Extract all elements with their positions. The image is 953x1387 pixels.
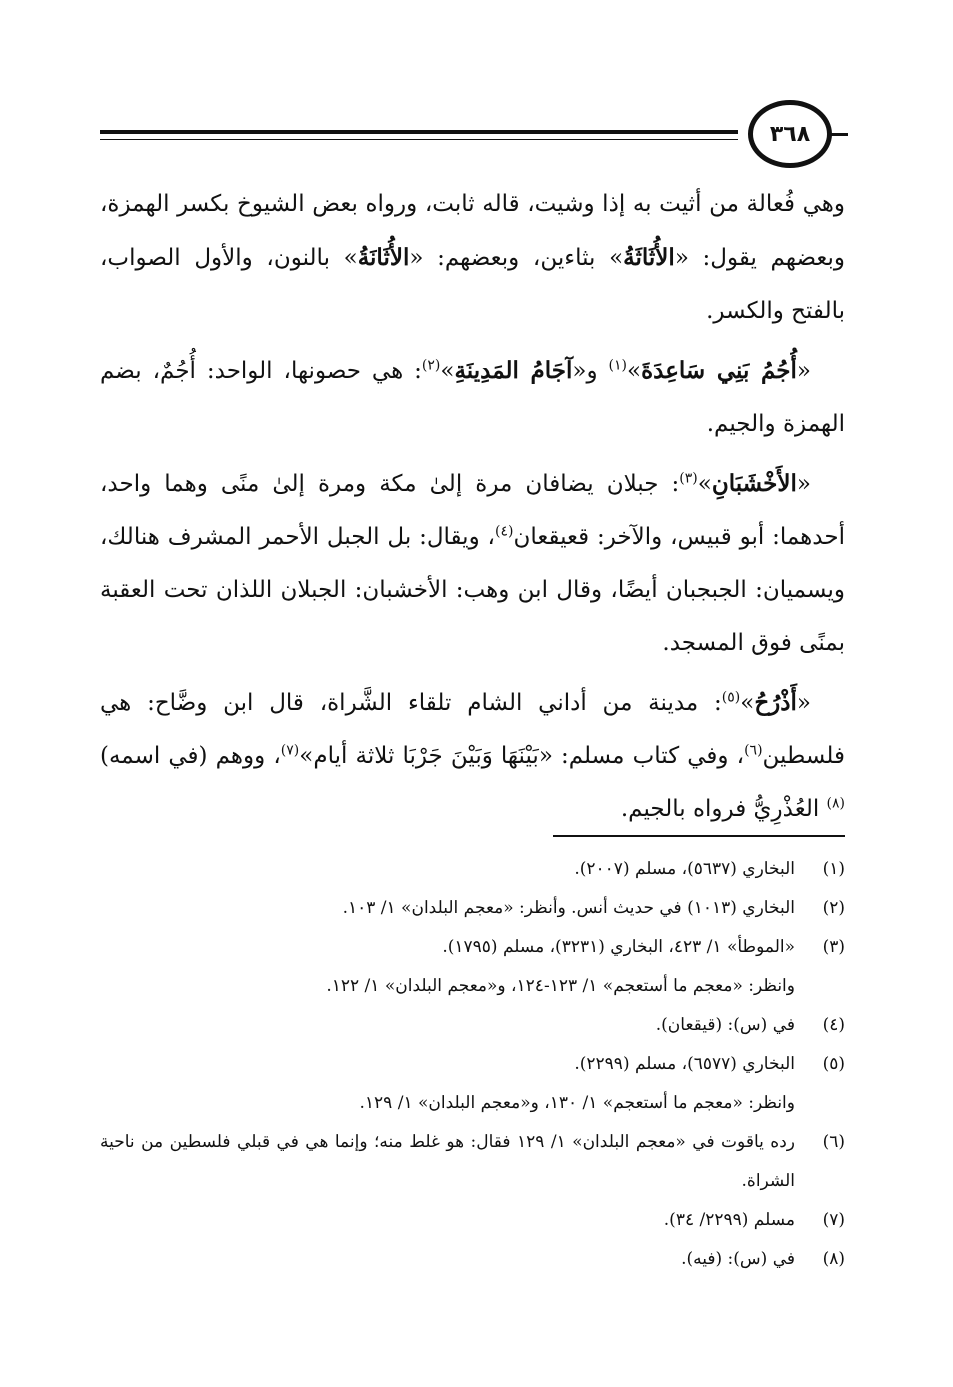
footnote-ref[interactable]: (٨) <box>826 795 845 812</box>
paragraph-text: : مدينة من أداني الشام تلقاء الشَّراة، قال ابن وضَّاح: هي فلسطين <box>100 690 845 769</box>
footnote-number: (٥) <box>822 1054 845 1074</box>
footnote-ref[interactable]: (١) <box>608 357 627 374</box>
paragraph-text: العُذْرِيُّ فرواه بالجيم. <box>620 796 827 822</box>
footnote-item <box>100 1006 845 1045</box>
footnote-number: (٦) <box>822 1132 845 1152</box>
paragraph-ujum <box>100 344 845 451</box>
page-number: ٣٦٨ <box>769 121 811 147</box>
footnotes-list <box>100 850 845 1279</box>
footnote-continuation: وانظر: «معجم ما أستعجم» ١/ ١٢٣-١٢٤، و«معجم البلدان» ١/ ١٢٢. <box>326 976 795 996</box>
footnote-text: في (س): (فيه). <box>681 1249 795 1269</box>
headword: أُجُمُ بَنِي سَاعِدَةَ <box>641 357 797 384</box>
paragraph-text: ، ويقال: بل الجبل الأحمر المشرف هنالك، ويسميان: الجبجبان أيضًا، وقال ابن وهب: الأخشبان: الجبلان اللذان تحت العقبة بمنًى فوق المسجد. <box>100 524 845 656</box>
paragraph-text: ، ووهم (في اسمه) <box>100 743 281 769</box>
paragraph-text: ، وفي كتاب مسلم: «بَيْنَهَا وَبَيْنَ جَرْبَا ثلاثة أيام» <box>299 743 745 769</box>
paragraph-adhruh <box>100 676 845 836</box>
footnote-ref[interactable]: (٤) <box>494 523 514 540</box>
paragraph-athatha <box>100 178 845 338</box>
footnote-text: البخاري (٦٥٧٧)، مسلم (٢٢٩٩). <box>574 1054 795 1074</box>
footnote-number: (٧) <box>822 1210 845 1230</box>
footnote-ref[interactable]: (٢) <box>421 357 441 374</box>
footnote-number: (٢) <box>822 898 845 918</box>
footnote-item <box>100 1045 845 1084</box>
footnote-text: مسلم (٢٢٩٩/ ٣٤). <box>663 1210 795 1230</box>
paragraph-text: و« <box>572 358 609 384</box>
footnote-item <box>100 1201 845 1240</box>
quote-mark: » <box>440 358 455 384</box>
quote-mark: » <box>740 690 755 716</box>
footnote-ref[interactable]: (٦) <box>744 742 763 759</box>
page-number-badge <box>748 100 832 168</box>
header-rule-thin <box>100 139 738 140</box>
paragraph-text: : هي حصونها، الواحد: أُجُمٌ، بضم الهمزة والجيم. <box>100 358 845 437</box>
footnote-text: رده ياقوت في «معجم البلدان» ١/ ١٢٩ فقال: هو غلط منه؛ وإنما هي في قبلي فلسطين من ناحية الشراة. <box>100 1132 795 1191</box>
footnote-item <box>100 850 845 889</box>
footnote-item <box>100 889 845 928</box>
footnote-ref[interactable]: (٣) <box>679 470 698 487</box>
header-rule-thick <box>100 130 738 134</box>
footnote-ref[interactable]: (٥) <box>721 689 741 706</box>
footnote-ref[interactable]: (٧) <box>280 742 300 759</box>
headword: آجَامُ المَدِينَةِ <box>454 357 573 384</box>
page-header <box>100 100 848 172</box>
headword: الأُثَاثَةُ <box>623 244 675 271</box>
headword: أَذْرُحُ <box>754 689 797 716</box>
footnote-item <box>100 928 845 967</box>
header-rule-right <box>830 133 848 136</box>
footnote-number: (٣) <box>822 937 845 957</box>
paragraph-akhshaban <box>100 457 845 670</box>
paragraph-text: : جبلان يضافان مرة إلىٰ مكة ومرة إلىٰ منًى وهما واحد، أحدهما: أبو قبيس، والآخر: قعيقعان <box>100 471 845 550</box>
quote-mark: » <box>697 471 712 497</box>
footnote-continuation: وانظر: «معجم ما أستعجم» ١/ ١٣٠، و«معجم البلدان» ١/ ١٢٩. <box>359 1093 795 1113</box>
headword: الأَخْشَبَانِ <box>711 470 797 497</box>
footnote-item <box>100 1240 845 1279</box>
footnote-number: (٤) <box>822 1015 845 1035</box>
footnote-number: (١) <box>822 859 845 879</box>
paragraph-text: وهي فُعالة من أثيت به إذا وشيت، قاله ثابت، ورواه بعض الشيوخ بكسر الهمزة، وبعضهم يقول: « <box>100 191 846 271</box>
main-text <box>100 178 845 842</box>
quote-mark: « <box>796 471 811 497</box>
footnote-text: البخاري (٥٦٣٧)، مسلم (٢٠٠٧). <box>574 859 795 879</box>
footnote-item <box>100 1123 845 1201</box>
footnote-text: «الموطأ» ١/ ٤٢٣، البخاري (٣٢٣١)، مسلم (١٧٩٥). <box>442 937 795 957</box>
paragraph-text: » بالنون، والأول الصواب، بالفتح والكسر. <box>100 245 845 324</box>
paragraph-text: » بثاءين، وبعضهم: « <box>409 245 624 271</box>
quote-mark: » <box>627 358 642 384</box>
footnote-number: (٨) <box>822 1249 845 1269</box>
quote-mark: « <box>796 690 811 716</box>
footnote-separator <box>553 835 845 837</box>
footnote-text: البخاري (١٠١٣) في حديث أنس. وأنظر: «معجم البلدان» ١/ ١٠٣. <box>342 898 795 918</box>
quote-mark: « <box>796 358 811 384</box>
headword: الأُثَانَةُ <box>357 244 410 271</box>
footnote-text: في (س): (قيقعان). <box>655 1015 795 1035</box>
